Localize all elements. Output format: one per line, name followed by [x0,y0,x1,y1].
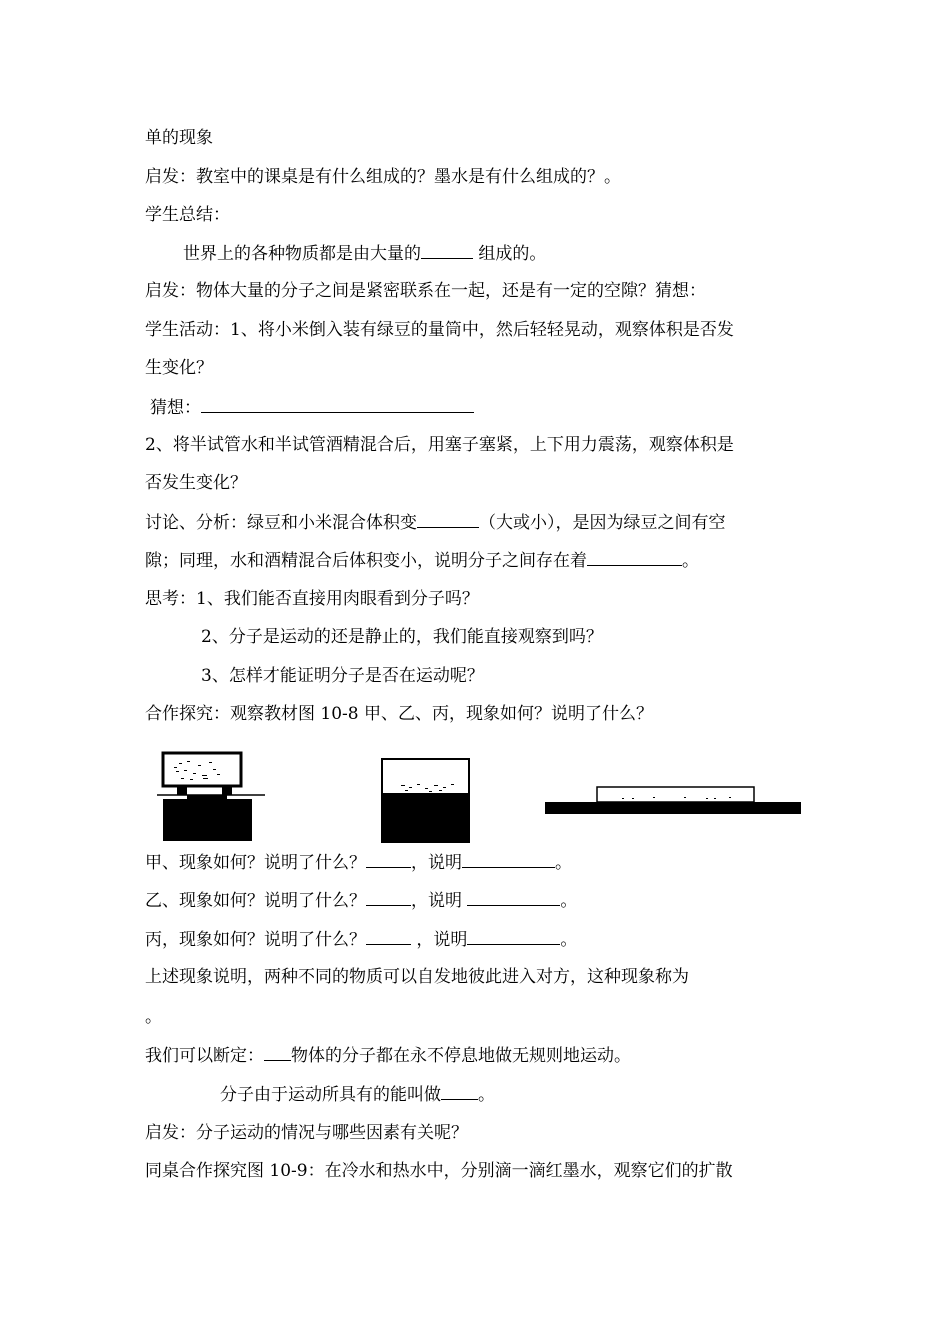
text-line-3: 学生总结： [145,205,230,225]
support-right [222,786,232,795]
fill-blank[interactable] [587,549,682,566]
text-line-23 [220,1083,495,1106]
fill-blank[interactable] [264,1044,291,1061]
text-line-14: 2、分子是运动的还是静止的，我们能直接观察到吗？ [201,627,603,647]
text-line-20: 上述现象说明，两种不同的物质可以自发地彼此进入对方，这种现象称为 [145,967,689,987]
lower-box [163,799,252,841]
text-segment: 物体的分子都在永不停息地做无规则地运动。 [291,1046,631,1066]
text-segment: 。 [555,853,572,873]
text-line-9: 2、将半试管水和半试管酒精混合后，用塞子塞紧，上下用力震荡，观察体积是 [145,435,734,455]
fill-blank[interactable] [467,928,560,945]
text-segment: 组成的。 [473,244,547,264]
text-line-13: 思考：1、我们能否直接用肉眼看到分子吗？ [145,589,479,609]
text-segment: 。 [560,891,578,911]
text-line-19 [145,928,577,951]
text-line-22 [145,1044,631,1067]
upper-slab [597,787,754,802]
text-segment: 。 [478,1085,495,1105]
text-line-17 [145,851,572,874]
text-segment: 世界上的各种物质都是由大量的 [183,244,421,264]
text-line-10: 否发生变化？ [145,473,247,493]
text-segment: ，说明 [411,891,468,911]
fill-blank[interactable] [441,1083,478,1100]
fill-blank[interactable] [467,889,560,906]
text-line-1: 单的现象 [145,128,213,148]
text-line-24: 启发：分子运动的情况与哪些因素有关呢？ [145,1123,468,1143]
figure-yi-diffusion [379,757,473,844]
figure-bing-diffusion [544,784,802,818]
text-segment: 丙，现象如何？说明了什么？ [145,930,366,950]
text-line-8 [150,396,474,419]
text-line-6: 学生活动：1、将小米倒入装有绿豆的量筒中，然后轻轻晃动，观察体积是否发 [145,320,734,340]
text-line-16: 合作探究：观察教材图 10-8 甲、乙、丙，现象如何？说明了什么？ [145,704,653,724]
text-segment: 。 [682,551,699,571]
text-line-2: 启发：教室中的课桌是有什么组成的？墨水是有什么组成的？。 [145,167,621,187]
text-line-7: 生变化？ [145,358,213,378]
fill-blank[interactable] [417,511,479,528]
fill-blank[interactable] [366,928,411,945]
text-segment: 猜想： [150,398,201,418]
upper-box [163,753,241,786]
fill-blank[interactable] [462,851,555,868]
text-segment: ，说明 [411,930,468,950]
text-segment: （大或小），是因为绿豆之间有空 [479,513,726,533]
text-segment: 甲、现象如何？说明了什么？ [145,853,366,873]
text-segment: 隙；同理，水和酒精混合后体积变小，说明分子之间存在着 [145,551,587,571]
text-line-5: 启发：物体大量的分子之间是紧密联系在一起，还是有一定的空隙？猜想： [145,281,706,301]
fill-blank[interactable] [201,396,474,413]
text-segment: 乙、现象如何？说明了什么？ [145,891,366,911]
text-line-21: 。 [145,1007,162,1027]
neck [187,795,227,801]
text-segment: ，说明 [411,853,462,873]
liquid-layer [382,793,469,842]
text-segment: 讨论、分析：绿豆和小米混合体积变 [145,513,417,533]
text-line-25: 同桌合作探究图 10-9：在冷水和热水中，分别滴一滴红墨水，观察它们的扩散 [145,1161,733,1181]
fill-blank[interactable] [421,242,473,259]
text-line-18 [145,889,577,912]
fill-blank[interactable] [366,889,411,906]
fill-blank[interactable] [366,851,411,868]
text-segment: 分子由于运动所具有的能叫做 [220,1085,441,1105]
text-line-11 [145,511,726,534]
text-line-15: 3、怎样才能证明分子是否在运动呢？ [201,666,484,686]
support-left [177,786,187,795]
figure-jia-diffusion [157,751,269,843]
text-line-12 [145,549,699,572]
text-line-4 [183,242,546,265]
lower-slab [545,802,801,814]
text-segment: 我们可以断定： [145,1046,264,1066]
text-segment: 。 [560,930,578,950]
